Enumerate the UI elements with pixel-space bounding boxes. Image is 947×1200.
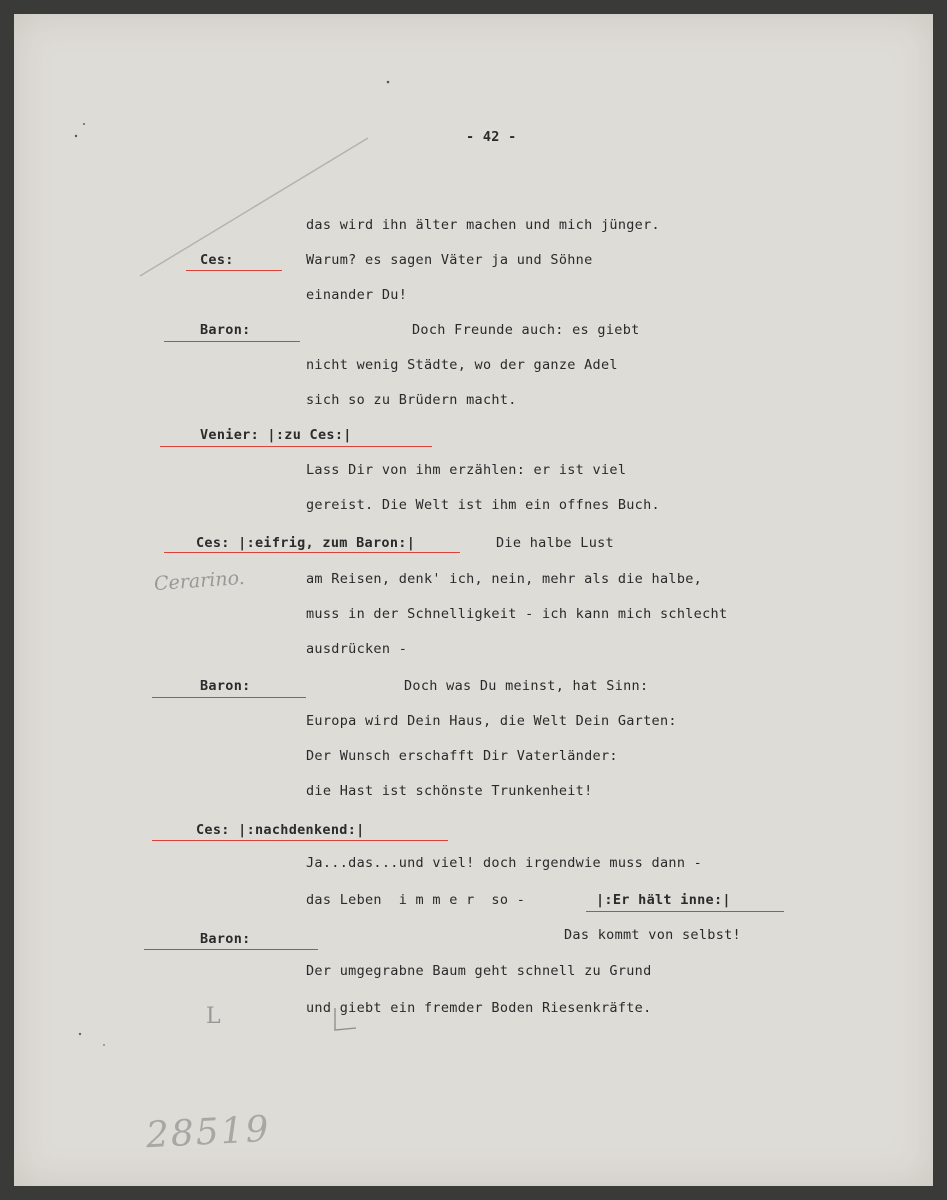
page-number: - 42 - [466,129,517,145]
line-04: Doch Freunde auch: es giebt [412,322,640,338]
pencil-margin-name: Cerarino. [153,566,246,596]
document-page [14,14,933,1186]
line-17: die Hast ist schönste Trunkenheit! [306,783,593,799]
line-06: sich so zu Brüdern macht. [306,392,517,408]
speaker-ces-3: Ces: |:nachdenkend:| [196,822,365,838]
line-03: einander Du! [306,287,408,303]
pencil-bracket-stroke [330,1006,360,1034]
line-22: Der umgegrabne Baum geht schnell zu Grund [306,963,652,979]
speaker-underline [152,697,306,698]
speaker-underline [164,341,300,342]
stage-direction: |:Er hält inne:| [596,892,731,908]
archive-number: 28519 [145,1108,272,1157]
speaker-underline [164,552,460,553]
line-15: Europa wird Dein Haus, die Welt Dein Garten: [306,713,677,729]
pencil-bracket-mark: L [206,1004,221,1029]
speaker-baron-1: Baron: [200,322,251,338]
line-19: Ja...das...und viel! doch irgendwie muss dann - [306,855,703,871]
line-16: Der Wunsch erschafft Dir Vaterländer: [306,748,618,764]
speaker-underline [160,446,432,447]
line-21: Das kommt von selbst! [564,927,741,943]
speaker-underline [144,949,318,950]
line-12: muss in der Schnelligkeit - ich kann mich schlecht [306,606,728,622]
speaker-underline [152,840,448,841]
line-20: das Leben i m m e r so - [306,892,526,908]
line-13: ausdrücken - [306,641,408,657]
line-08: Lass Dir von ihm erzählen: er ist viel [306,462,627,478]
line-23: und giebt ein fremder Boden Riesenkräfte. [306,1000,652,1016]
line-09: gereist. Die Welt ist ihm ein offnes Buch. [306,497,660,513]
speaker-ces-1: Ces: [200,252,234,268]
line-02: Warum? es sagen Väter ja und Söhne [306,252,593,268]
speaker-venier: Venier: |:zu Ces:| [200,427,352,443]
line-11: am Reisen, denk' ich, nein, mehr als die halbe, [306,571,703,587]
speaker-ces-2: Ces: |:eifrig, zum Baron:| [196,535,416,551]
line-01: das wird ihn älter machen und mich jünger. [306,217,660,233]
speaker-baron-3: Baron: [200,931,251,947]
speaker-baron-2: Baron: [200,678,251,694]
line-10: Die halbe Lust [496,535,614,551]
line-05: nicht wenig Städte, wo der ganze Adel [306,357,618,373]
line-14: Doch was Du meinst, hat Sinn: [404,678,649,694]
direction-underline [586,911,784,912]
speaker-underline [186,270,282,271]
